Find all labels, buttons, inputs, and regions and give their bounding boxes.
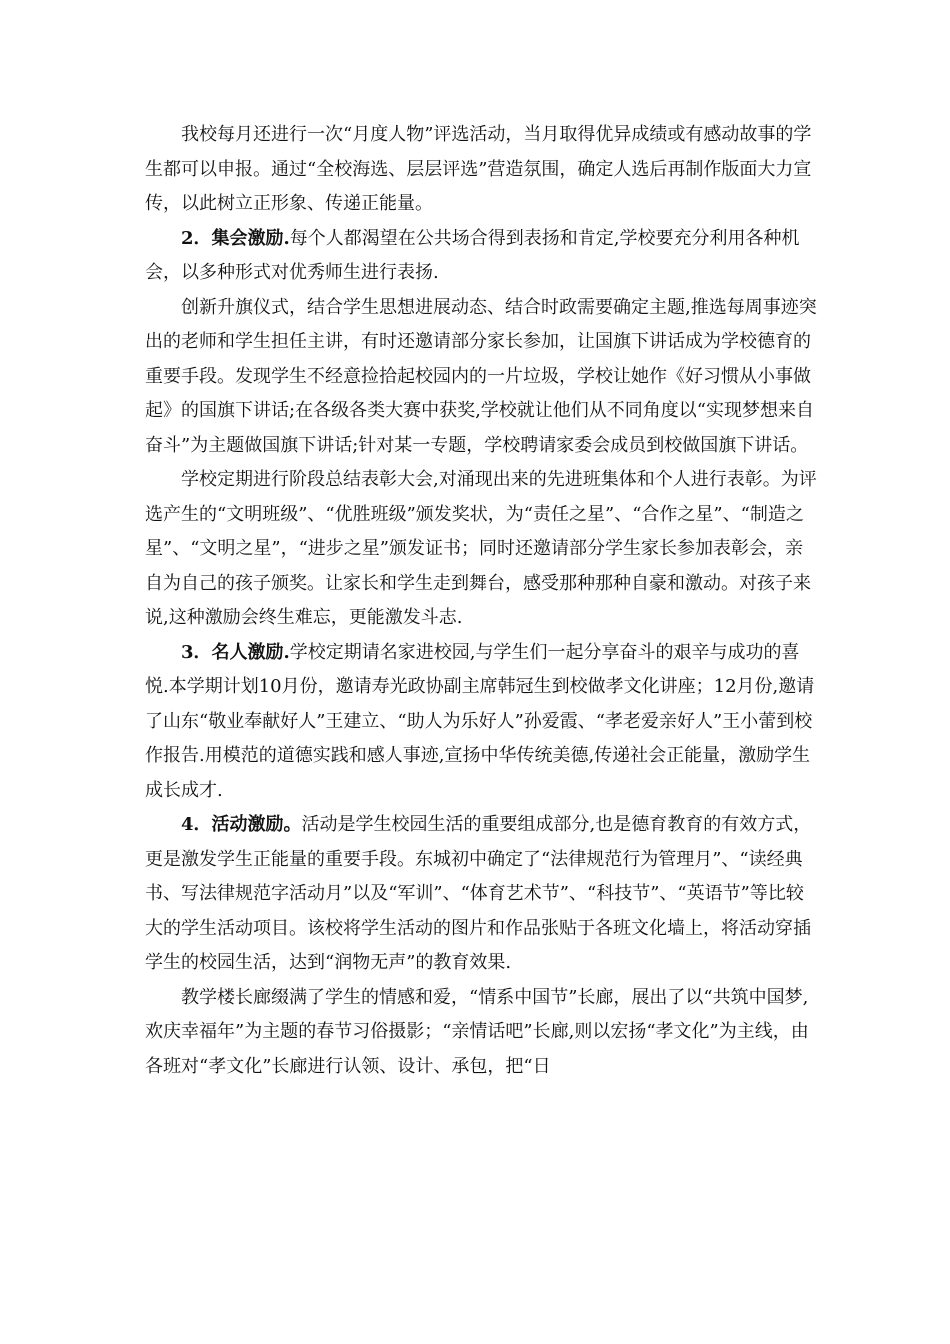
paragraph-monthly-person [145, 118, 817, 222]
paragraph-text: 创新升旗仪式，结合学生思想进展动态、结合时政需要确定主题,推选每周事迹突出的老师和学生担任主讲，有时还邀请部分家长参加，让国旗下讲话成为学校德育的重要手段。发现学生不经意捡拾起校园内的一片垃圾，学校让她作《好习惯从小事做起》的国旗下讲话;在各级各类大赛中获奖,学校就让他们从不同角度以“实现梦想来自奋斗”为主题做国旗下讲话;针对某一专题，学校聘请家委会成员到校做国旗下讲话。 [145, 296, 817, 456]
paragraph-text: 我校每月还进行一次“月度人物”评选活动，当月取得优异成绩或有感动故事的学生都可以申报。通过“全校海选、层层评选”营造氛围，确定人选后再制作版面大力宣传，以此树立正形象、传递正能量。 [145, 124, 812, 214]
section-heading: 2．集会激励. [181, 227, 290, 249]
paragraph-celebrity-incentive [145, 636, 817, 809]
paragraph-text: 学校定期请名家进校园,与学生们一起分享奋斗的艰辛与成功的喜悦.本学期计划10月份，邀请寿光政协副主席韩冠生到校做孝文化讲座；12月份,邀请了山东“敬业奉献好人”王建立、“助人为乐好人”孙爱霞、“孝老爱亲好人”王小蕾到校作报告.用模范的道德实践和感人事迹,宣扬中华传统美德,传递社会正能量，激励学生成长成才. [145, 641, 815, 801]
section-heading: 4．活动激励。 [181, 814, 302, 835]
paragraph-activity-incentive [145, 808, 817, 981]
paragraph-text: 活动是学生校园生活的重要组成部分,也是德育教育的有效方式，更是激发学生正能量的重要手段。东城初中确定了“法律规范行为管理月”、“读经典书、写法律规范字活动月”以及“军训”、“体育艺术节”、“科技节”、“英语节”等比较大的学生活动项目。该校将学生活动的图片和作品张贴于各班文化墙上，将活动穿插学生的校园生活，达到“润物无声”的教育效果. [145, 814, 812, 973]
paragraph-text: 教学楼长廊缀满了学生的情感和爱，“情系中国节”长廊，展出了以“共筑中国梦,欢庆幸福年”为主题的春节习俗摄影；“亲情话吧”长廊,则以宏扬“孝文化”为主线，由各班对“孝文化”长廊进行认领、设计、承包，把“日 [145, 986, 809, 1077]
section-heading: 3．名人激励. [181, 641, 290, 663]
paragraph-text: 每个人都渴望在公共场合得到表扬和肯定,学校要充分利用各种机会，以多种形式对优秀师生进行表扬. [145, 227, 800, 283]
paragraph-flag-ceremony [145, 291, 817, 464]
paragraph-assembly-incentive [145, 222, 817, 291]
document-page [145, 118, 817, 1084]
paragraph-text: 学校定期进行阶段总结表彰大会,对涌现出来的先进班集体和个人进行表彰。为评选产生的“文明班级”、“优胜班级”颁发奖状，为“责任之星”、“合作之星”、“制造之星”、“文明之星”，“进步之星”颁发证书；同时还邀请部分学生家长参加表彰会，亲自为自己的孩子颁奖。让家长和学生走到舞台，感受那种那种自豪和激动。对孩子来说,这种激励会终生难忘，更能激发斗志. [145, 469, 817, 628]
paragraph-commendation-meeting [145, 463, 817, 636]
paragraph-corridor-culture [145, 981, 817, 1085]
